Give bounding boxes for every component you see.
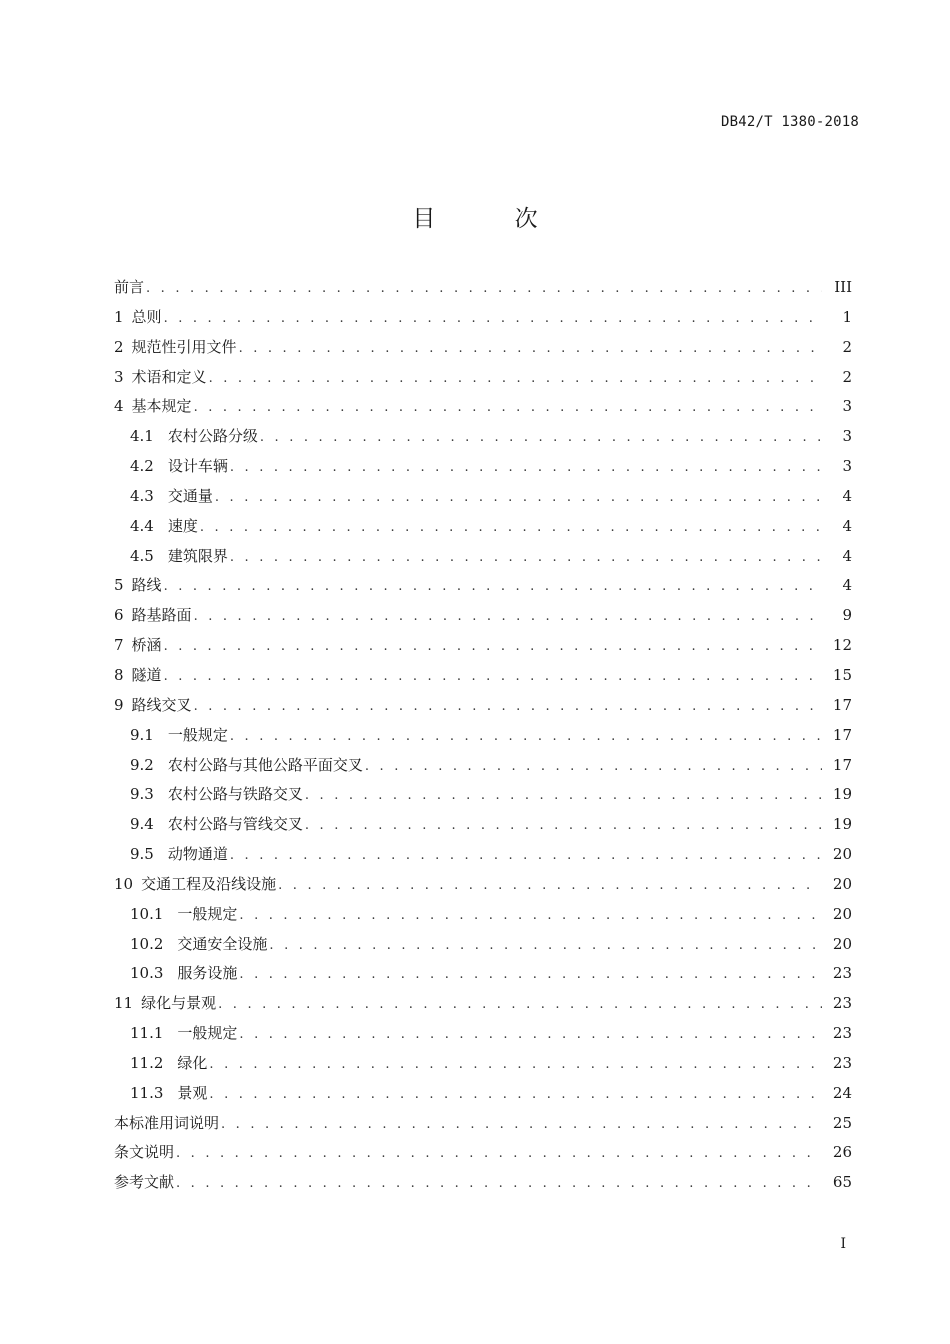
toc-entry-chapter-3[interactable]	[114, 366, 852, 396]
toc-entry-foreword[interactable]	[114, 276, 852, 306]
toc-entry-title: 绿化与景观	[141, 994, 217, 1013]
dot-leader	[305, 818, 822, 833]
toc-entry-title: 速度	[167, 516, 198, 535]
toc-entry-page: 3	[842, 457, 852, 476]
dot-leader	[221, 1117, 822, 1132]
toc-entry-page: 20	[832, 934, 852, 953]
toc-entry-terms-usage[interactable]	[114, 1112, 852, 1142]
toc-entry-title: 交通量	[167, 486, 213, 505]
toc-entry-title: 交通安全设施	[177, 934, 268, 953]
dot-leader	[194, 400, 822, 415]
toc-entry-title: 农村公路与其他公路平面交叉	[167, 755, 363, 774]
toc-entry-number: 9	[114, 695, 124, 714]
toc-entry-section-10-1[interactable]	[114, 903, 852, 933]
dot-leader	[215, 490, 822, 505]
toc-title: 目 次	[412, 206, 574, 232]
toc-entry-number: 11.2	[130, 1053, 164, 1072]
toc-entry-page: 4	[842, 486, 852, 505]
toc-entry-chapter-11[interactable]	[114, 992, 852, 1022]
toc-entry-page: 23	[832, 994, 852, 1013]
toc-entry-page: 15	[832, 665, 852, 684]
toc-entry-title: 农村公路与管线交叉	[167, 815, 303, 834]
toc-entry-page: 12	[832, 636, 852, 655]
toc-entry-title: 动物通道	[167, 845, 228, 864]
toc-entry-section-9-3[interactable]	[114, 783, 852, 813]
toc-entry-page: 19	[832, 815, 852, 834]
toc-entry-title: 术语和定义	[131, 367, 207, 386]
toc-entry-page: 26	[832, 1143, 852, 1162]
dot-leader	[365, 759, 822, 774]
toc-entry-number: 9.1	[130, 725, 154, 744]
page-number: I	[840, 1236, 846, 1252]
toc-entry-page: 19	[832, 785, 852, 804]
toc-entry-section-4-2[interactable]	[114, 455, 852, 485]
toc-entry-number: 11.1	[130, 1024, 164, 1043]
toc-entry-number: 11.3	[130, 1083, 164, 1102]
toc-entry-page: 20	[832, 845, 852, 864]
dot-leader	[278, 878, 822, 893]
toc-entry-page: 20	[832, 874, 852, 893]
dot-leader	[146, 281, 822, 296]
toc-entry-page: 25	[832, 1113, 852, 1132]
dot-leader	[230, 550, 822, 565]
toc-entry-chapter-9[interactable]	[114, 694, 852, 724]
toc-entry-section-11-3[interactable]	[114, 1082, 852, 1112]
dot-leader	[209, 1087, 822, 1102]
toc-entry-title: 一般规定	[177, 1024, 238, 1043]
toc-entry-section-9-1[interactable]	[114, 724, 852, 754]
toc-entry-chapter-4[interactable]	[114, 395, 852, 425]
toc-entry-title: 一般规定	[167, 725, 228, 744]
toc-entry-number: 4.2	[130, 457, 154, 476]
dot-leader	[209, 1057, 822, 1072]
toc-entry-title: 交通工程及沿线设施	[141, 874, 277, 893]
toc-entry-number: 10.3	[130, 964, 164, 983]
dot-leader	[194, 699, 822, 714]
toc-entry-number: 4.4	[130, 516, 154, 535]
toc-entry-page: 4	[842, 576, 852, 595]
toc-entry-number: 11	[114, 994, 134, 1013]
toc-entry-section-9-5[interactable]	[114, 843, 852, 873]
toc-entry-title: 基本规定	[131, 397, 192, 416]
toc-entry-number: 10.2	[130, 934, 164, 953]
toc-entry-number: 9.4	[130, 815, 154, 834]
toc-entry-number: 4.3	[130, 486, 154, 505]
toc-entry-page: 3	[842, 427, 852, 446]
toc-entry-number: 9.3	[130, 785, 154, 804]
toc-entry-number: 6	[114, 606, 124, 625]
dot-leader	[164, 311, 822, 326]
dot-leader	[230, 460, 822, 475]
dot-leader	[176, 1146, 822, 1161]
toc-entry-number: 4.5	[130, 546, 154, 565]
toc-entry-page: 23	[832, 1024, 852, 1043]
toc-entry-section-4-5[interactable]	[114, 545, 852, 575]
toc-entry-page: 2	[842, 367, 852, 386]
dot-leader	[230, 848, 822, 863]
toc-entry-page: 20	[832, 904, 852, 923]
toc-entry-title: 服务设施	[177, 964, 238, 983]
toc-entry-title: 桥涵	[131, 636, 162, 655]
dot-leader	[200, 520, 822, 535]
toc-entry-title: 路线交叉	[131, 695, 192, 714]
toc-entry-title: 规范性引用文件	[131, 337, 237, 356]
toc-entry-title: 本标准用词说明	[114, 1113, 220, 1132]
toc-entry-number: 8	[114, 665, 124, 684]
toc-entry-section-10-2[interactable]	[114, 933, 852, 963]
toc-entry-title: 农村公路分级	[167, 427, 258, 446]
toc-entry-number: 2	[114, 337, 124, 356]
toc-entry-page: 9	[842, 606, 852, 625]
toc-entry-page: 17	[832, 755, 852, 774]
dot-leader	[218, 997, 822, 1012]
toc-entry-number: 10	[114, 874, 134, 893]
toc-entry-chapter-8[interactable]	[114, 664, 852, 694]
toc-entry-section-4-4[interactable]	[114, 515, 852, 545]
toc-entry-title: 路基路面	[131, 606, 192, 625]
toc-entry-title: 绿化	[177, 1053, 208, 1072]
toc-entry-page: 24	[832, 1083, 852, 1102]
toc-entry-page: 65	[832, 1173, 852, 1192]
dot-leader	[164, 579, 822, 594]
toc-entry-chapter-1[interactable]	[114, 306, 852, 336]
dot-leader	[260, 430, 822, 445]
toc-entry-section-9-2[interactable]	[114, 754, 852, 784]
toc-entry-page: 3	[842, 397, 852, 416]
toc-entry-number: 10.1	[130, 904, 164, 923]
dot-leader	[269, 938, 822, 953]
toc-entry-chapter-7[interactable]	[114, 634, 852, 664]
toc-entry-section-11-2[interactable]	[114, 1052, 852, 1082]
toc-entry-number: 9.2	[130, 755, 154, 774]
toc-entry-page: III	[834, 278, 852, 296]
dot-leader	[239, 1027, 822, 1042]
toc-entry-chapter-5[interactable]	[114, 574, 852, 604]
toc-entry-title: 设计车辆	[167, 457, 228, 476]
toc-entry-references[interactable]	[114, 1171, 852, 1201]
toc-entry-page: 17	[832, 695, 852, 714]
toc-entry-chapter-6[interactable]	[114, 604, 852, 634]
dot-leader	[176, 1176, 822, 1191]
toc-entry-number: 4.1	[130, 427, 154, 446]
toc-entry-explanation[interactable]	[114, 1141, 852, 1171]
toc-entry-page: 4	[842, 516, 852, 535]
toc-entry-chapter-10[interactable]	[114, 873, 852, 903]
toc-entry-section-10-3[interactable]	[114, 962, 852, 992]
toc-entry-page: 23	[832, 964, 852, 983]
toc-entry-title: 建筑限界	[167, 546, 228, 565]
dot-leader	[194, 609, 822, 624]
dot-leader	[239, 908, 822, 923]
dot-leader	[239, 341, 822, 356]
toc-entry-section-4-3[interactable]	[114, 485, 852, 515]
toc-entry-chapter-2[interactable]	[114, 336, 852, 366]
toc-entry-title: 参考文献	[114, 1173, 175, 1192]
toc-entry-number: 4	[114, 397, 124, 416]
toc-entry-page: 23	[832, 1053, 852, 1072]
toc-entry-number: 7	[114, 636, 124, 655]
toc-entry-page: 2	[842, 337, 852, 356]
document-code: DB42/T 1380-2018	[720, 114, 859, 130]
toc-entry-title: 总则	[131, 307, 162, 326]
toc-entry-title: 前言	[114, 278, 145, 296]
toc-entry-page: 4	[842, 546, 852, 565]
toc-entry-title: 农村公路与铁路交叉	[167, 785, 303, 804]
toc-entry-title: 景观	[177, 1083, 208, 1102]
dot-leader	[305, 788, 822, 803]
toc-entry-section-4-1[interactable]	[114, 425, 852, 455]
toc-entry-title: 条文说明	[114, 1143, 175, 1162]
toc-entry-number: 5	[114, 576, 124, 595]
toc-entry-number: 1	[114, 307, 124, 326]
dot-leader	[164, 639, 822, 654]
toc-entry-title: 隧道	[131, 665, 162, 684]
dot-leader	[239, 967, 822, 982]
toc-entry-section-9-4[interactable]	[114, 813, 852, 843]
toc-list	[114, 276, 852, 1201]
dot-leader	[164, 669, 822, 684]
toc-entry-title: 路线	[131, 576, 162, 595]
dot-leader	[230, 729, 822, 744]
toc-entry-page: 1	[842, 307, 852, 326]
toc-entry-title: 一般规定	[177, 904, 238, 923]
toc-entry-number: 9.5	[130, 845, 154, 864]
dot-leader	[209, 371, 822, 386]
toc-entry-page: 17	[832, 725, 852, 744]
toc-entry-section-11-1[interactable]	[114, 1022, 852, 1052]
toc-entry-number: 3	[114, 367, 124, 386]
